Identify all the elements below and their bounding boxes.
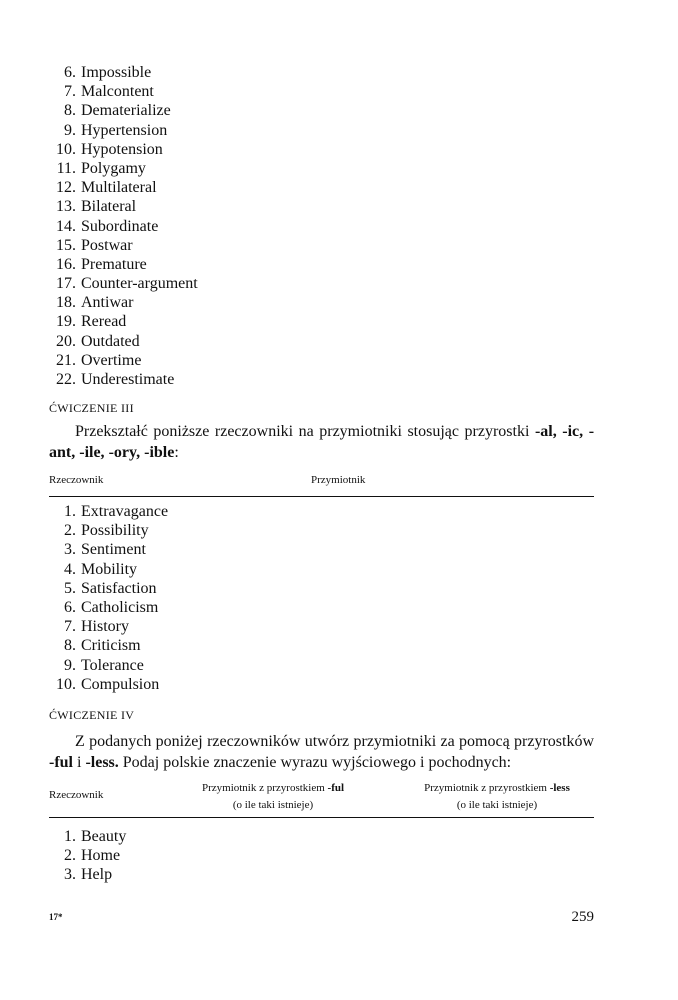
- list-item: [48, 865, 126, 884]
- item-word: Catholicism: [81, 598, 159, 616]
- item-number: 3.: [64, 541, 76, 559]
- item-number: 11.: [56, 159, 76, 177]
- page-number: 259: [571, 909, 594, 925]
- item-number: 20.: [56, 332, 76, 350]
- suffix-ful: -ful: [49, 754, 73, 771]
- list-item: [48, 502, 168, 521]
- item-number: 15.: [56, 236, 76, 254]
- column-ful-title-text: Przymiotnik z przyrostkiem: [201, 782, 328, 794]
- item-word: Outdated: [81, 332, 140, 350]
- exercise-3-instruction: [49, 421, 594, 463]
- word-list-prefixes: [48, 63, 198, 389]
- list-item: [48, 312, 198, 331]
- exercise-4-noun-list: [48, 827, 126, 885]
- item-number: 21.: [56, 351, 76, 369]
- list-item: [48, 560, 168, 579]
- suffix-ant: -ant,: [49, 423, 595, 461]
- item-word: Hypertension: [81, 121, 168, 139]
- item-number: 3.: [64, 866, 76, 884]
- exercise-3-table-rule: [49, 496, 594, 497]
- column-less-subtitle: (o ile taki istnieje): [456, 799, 538, 811]
- item-word: Possibility: [81, 522, 149, 540]
- item-word: Criticism: [81, 637, 141, 655]
- column-ful-subtitle: (o ile taki istnieje): [232, 799, 314, 811]
- item-number: 17.: [56, 275, 76, 293]
- column-noun: Rzeczownik: [49, 474, 104, 486]
- item-word: Beauty: [81, 828, 127, 845]
- item-word: Subordinate: [81, 217, 159, 235]
- signature-mark: 17*: [49, 912, 63, 922]
- list-item: [48, 827, 126, 846]
- item-word: Tolerance: [81, 656, 144, 674]
- item-word: Overtime: [81, 351, 142, 369]
- item-word: Help: [81, 866, 113, 884]
- column-less-suffix: -less: [549, 782, 570, 794]
- item-number: 1.: [64, 828, 76, 845]
- suffix-ile: -ile,: [79, 444, 105, 461]
- item-number: 7.: [64, 83, 76, 101]
- item-number: 18.: [56, 294, 76, 312]
- list-item: [48, 636, 168, 655]
- item-word: History: [81, 618, 129, 636]
- list-item: [48, 293, 198, 312]
- item-number: 4.: [64, 560, 76, 578]
- list-item: [48, 274, 198, 293]
- item-word: Hypotension: [81, 140, 163, 158]
- list-item: [48, 351, 198, 370]
- list-item: [48, 63, 198, 82]
- item-number: 16.: [56, 255, 76, 273]
- item-word: Mobility: [81, 560, 138, 578]
- item-number: 2.: [64, 522, 76, 540]
- separator: i: [73, 754, 86, 771]
- item-number: 5.: [64, 579, 76, 597]
- list-item: [48, 197, 198, 216]
- item-word: Polygamy: [81, 159, 146, 177]
- item-number: 9.: [64, 656, 76, 674]
- list-item: [48, 178, 198, 197]
- list-item: [48, 217, 198, 236]
- column-ful: [177, 780, 369, 814]
- item-number: 10.: [56, 140, 76, 158]
- item-word: Counter-argument: [81, 275, 198, 293]
- item-word: Impossible: [81, 64, 152, 81]
- exercise-3-noun-list: [48, 502, 168, 694]
- column-ful-title: [177, 780, 369, 797]
- exercise-4-table-rule: [49, 817, 594, 818]
- list-item: [48, 579, 168, 598]
- exercise-4-instruction: [49, 731, 594, 773]
- item-number: 8.: [64, 102, 76, 120]
- suffix-ory: -ory,: [108, 444, 141, 461]
- list-item: [48, 675, 168, 694]
- item-number: 6.: [64, 64, 76, 81]
- column-less: [397, 780, 597, 814]
- instruction-text: Z podanych poniżej rzeczowników utwórz przymiotniki za pomocą przyrostków: [75, 733, 594, 750]
- suffix-ible: -ible: [144, 444, 175, 461]
- instruction-text: Przekształć poniższe rzeczowniki na przymiotniki stosując przyrostki: [75, 423, 535, 440]
- list-item: [48, 140, 198, 159]
- item-number: 14.: [56, 217, 76, 235]
- suffix-less: -less.: [85, 754, 119, 771]
- item-word: Premature: [81, 255, 147, 273]
- column-noun: Rzeczownik: [49, 789, 104, 801]
- item-word: Dematerialize: [81, 102, 171, 120]
- suffix-ic: -ic,: [562, 423, 584, 440]
- list-item: [48, 656, 168, 675]
- column-adjective: Przymiotnik: [311, 474, 366, 486]
- item-number: 9.: [64, 121, 76, 139]
- column-less-title: [397, 780, 597, 797]
- item-word: Bilateral: [81, 198, 137, 216]
- item-word: Reread: [81, 313, 127, 331]
- list-item: [48, 236, 198, 255]
- item-number: 2.: [64, 847, 76, 865]
- list-item: [48, 521, 168, 540]
- list-item: [48, 617, 168, 636]
- item-word: Home: [81, 847, 121, 865]
- exercise-4-table-header: [49, 780, 594, 814]
- item-word: Compulsion: [81, 675, 160, 693]
- exercise-3-table-header: [49, 474, 594, 490]
- item-number: 8.: [64, 637, 76, 655]
- item-word: Extravagance: [81, 503, 169, 520]
- column-less-title-text: Przymiotnik z przyrostkiem: [424, 782, 550, 794]
- item-word: Satisfaction: [81, 579, 157, 597]
- list-item: [48, 101, 198, 120]
- item-word: Postwar: [81, 236, 133, 254]
- item-number: 6.: [64, 598, 76, 616]
- list-item: [48, 370, 198, 389]
- list-item: [48, 540, 168, 559]
- exercise-3-heading: ĆWICZENIE III: [49, 401, 134, 415]
- item-number: 12.: [56, 179, 76, 197]
- item-number: 22.: [56, 371, 76, 388]
- list-item: [48, 82, 198, 101]
- list-item: [48, 159, 198, 178]
- list-item: [48, 332, 198, 351]
- item-number: 10.: [56, 675, 76, 693]
- instruction-end: :: [174, 444, 179, 461]
- item-number: 13.: [56, 198, 76, 216]
- list-item: [48, 121, 198, 140]
- exercise-4-heading: ĆWICZENIE IV: [49, 708, 135, 722]
- item-number: 19.: [56, 313, 76, 331]
- list-item: [48, 598, 168, 617]
- item-word: Malcontent: [81, 83, 154, 101]
- item-number: 7.: [64, 618, 76, 636]
- item-number: 1.: [64, 503, 76, 520]
- instruction-text-2: Podaj polskie znaczenie wyrazu wyjściowego i pochodnych:: [118, 754, 512, 771]
- item-word: Multilateral: [81, 179, 157, 197]
- item-word: Sentiment: [81, 541, 146, 559]
- suffix-al: -al,: [534, 423, 557, 440]
- list-item: [48, 255, 198, 274]
- item-word: Underestimate: [81, 371, 175, 388]
- list-item: [48, 846, 126, 865]
- column-ful-suffix: -ful: [327, 782, 345, 794]
- item-word: Antiwar: [81, 294, 134, 312]
